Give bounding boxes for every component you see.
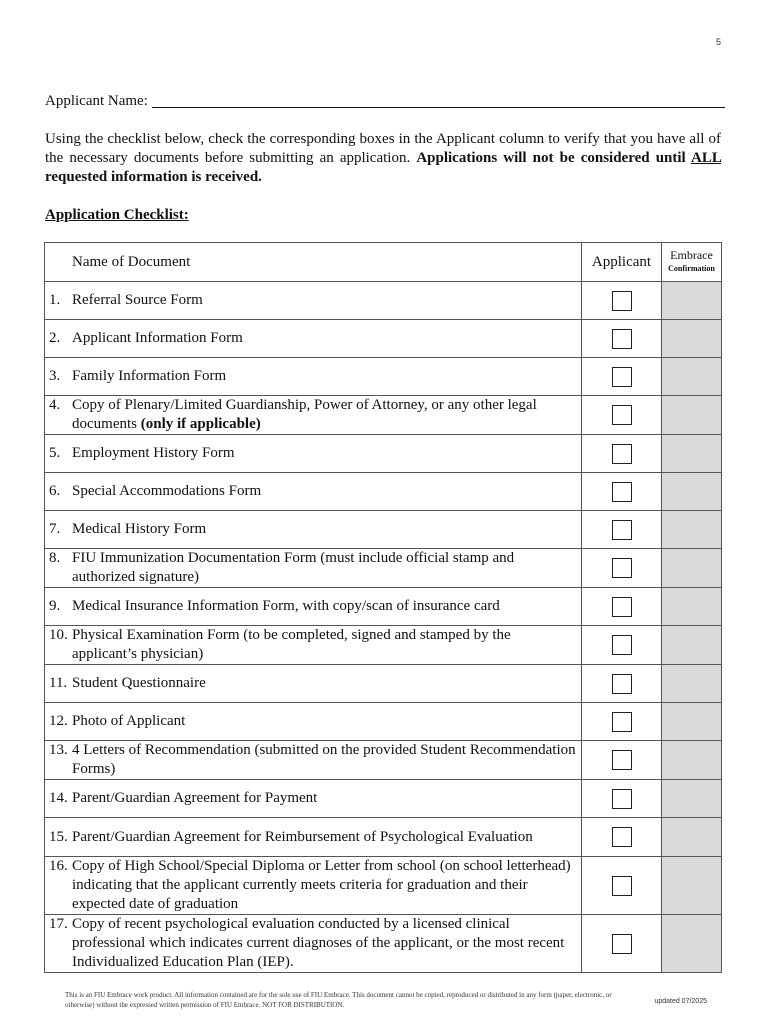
- applicant-checkbox[interactable]: [612, 405, 632, 425]
- embrace-confirmation-cell: [662, 320, 722, 358]
- document-name: Parent/Guardian Agreement for Payment: [72, 790, 318, 806]
- document-number: 16.: [49, 858, 68, 874]
- embrace-confirmation-cell: [662, 396, 722, 435]
- document-name: FIU Immunization Documentation Form (must include official stamp and authorized signature): [72, 550, 515, 585]
- table-row: [45, 511, 722, 549]
- applicant-check-cell: [582, 320, 662, 358]
- applicant-checkbox[interactable]: [612, 558, 632, 578]
- header-embrace-title: Embrace: [670, 248, 713, 262]
- table-row: [45, 857, 722, 915]
- document-name-wrapper: [72, 626, 577, 664]
- table-row: [45, 780, 722, 818]
- document-number: 8.: [49, 550, 61, 566]
- document-name: Applicant Information Form: [72, 330, 243, 346]
- checklist-body: [45, 282, 722, 973]
- document-name: Physical Examination Form (to be completed, signed and stamped by the applicant’s physician): [72, 627, 511, 662]
- table-row: [45, 435, 722, 473]
- document-name-wrapper: [72, 549, 577, 587]
- document-name-wrapper: [72, 520, 577, 539]
- document-number: 13.: [49, 742, 68, 758]
- document-name-cell: [45, 511, 582, 549]
- document-number: 4.: [49, 397, 61, 413]
- table-row: [45, 358, 722, 396]
- applicant-check-cell: [582, 741, 662, 780]
- applicant-checkbox[interactable]: [612, 750, 632, 770]
- document-name-cell: [45, 741, 582, 780]
- document-name-cell: [45, 473, 582, 511]
- table-row: [45, 741, 722, 780]
- document-name-cell: [45, 358, 582, 396]
- document-name: Family Information Form: [72, 368, 227, 384]
- applicant-check-cell: [582, 588, 662, 626]
- applicant-check-cell: [582, 703, 662, 741]
- applicant-name-field: [45, 90, 725, 110]
- document-name-cell: [45, 549, 582, 588]
- embrace-confirmation-cell: [662, 282, 722, 320]
- table-row: [45, 282, 722, 320]
- embrace-confirmation-cell: [662, 358, 722, 396]
- header-applicant: Applicant: [582, 243, 662, 282]
- document-name-cell: [45, 665, 582, 703]
- embrace-confirmation-cell: [662, 818, 722, 857]
- header-document: Name of Document: [45, 243, 582, 282]
- applicant-check-cell: [582, 857, 662, 915]
- table-header-row: [45, 243, 722, 282]
- footer-disclaimer: This is an FIU Embrace work product. All information contained are for the sole use of FIU Embrace. This document cannot be copied, reproduced or distributed in any form (paper, electronic, or otherwise) without the expressed written permission of FIU Embrace. NOT FOR DISTRIBUTION.: [65, 991, 612, 1009]
- document-number: 7.: [49, 521, 61, 537]
- document-name-wrapper: [72, 789, 577, 808]
- applicant-check-cell: [582, 396, 662, 435]
- document-number: 1.: [49, 292, 61, 308]
- embrace-confirmation-cell: [662, 473, 722, 511]
- footer-updated-date: updated 07/2025: [654, 998, 707, 1005]
- applicant-check-cell: [582, 665, 662, 703]
- applicant-check-cell: [582, 511, 662, 549]
- header-embrace-confirmation: [662, 243, 722, 282]
- document-name-cell: [45, 588, 582, 626]
- document-name-wrapper: [72, 329, 577, 348]
- document-name-wrapper: [72, 857, 577, 914]
- document-number: 3.: [49, 368, 61, 384]
- table-row: [45, 665, 722, 703]
- document-number: 11.: [49, 675, 68, 691]
- document-name: Student Questionnaire: [72, 675, 206, 691]
- applicant-checkbox[interactable]: [612, 482, 632, 502]
- table-row: [45, 703, 722, 741]
- document-name-wrapper: [72, 915, 577, 972]
- document-number: 14.: [49, 790, 68, 806]
- document-number: 6.: [49, 483, 61, 499]
- table-row: [45, 588, 722, 626]
- document-number: 12.: [49, 713, 68, 729]
- document-name-cell: [45, 282, 582, 320]
- document-name-wrapper: [72, 444, 577, 463]
- applicant-check-cell: [582, 818, 662, 857]
- applicant-checkbox[interactable]: [612, 674, 632, 694]
- embrace-confirmation-cell: [662, 741, 722, 780]
- document-name-wrapper: [72, 674, 577, 693]
- embrace-confirmation-cell: [662, 511, 722, 549]
- applicant-checkbox[interactable]: [612, 291, 632, 311]
- embrace-confirmation-cell: [662, 915, 722, 973]
- applicant-checkbox[interactable]: [612, 444, 632, 464]
- embrace-confirmation-cell: [662, 626, 722, 665]
- instructions-warning-all: ALL: [690, 150, 721, 166]
- document-name-wrapper: [72, 712, 577, 731]
- document-name: 4 Letters of Recommendation (submitted on the provided Student Recommendation Forms): [72, 742, 576, 777]
- embrace-confirmation-cell: [662, 588, 722, 626]
- document-name: Photo of Applicant: [72, 713, 186, 729]
- instructions-text: Using the checklist below, check the corresponding boxes in the Applicant column to verify that you have all of the necessary documents before submitting an application.: [45, 131, 721, 166]
- applicant-checkbox[interactable]: [612, 329, 632, 349]
- applicant-checkbox[interactable]: [612, 367, 632, 387]
- document-name-cell: [45, 396, 582, 435]
- table-row: [45, 473, 722, 511]
- applicant-check-cell: [582, 626, 662, 665]
- document-number: 10.: [49, 627, 68, 643]
- applicant-checkbox[interactable]: [612, 827, 632, 847]
- document-name-wrapper: [72, 597, 577, 616]
- applicant-checkbox[interactable]: [612, 789, 632, 809]
- table-row: [45, 396, 722, 435]
- document-name: Special Accommodations Form: [72, 483, 262, 499]
- instructions-warning-part2: requested information is received.: [45, 169, 262, 185]
- applicant-checkbox[interactable]: [612, 520, 632, 540]
- table-row: [45, 626, 722, 665]
- embrace-confirmation-cell: [662, 549, 722, 588]
- document-name: Referral Source Form: [72, 292, 203, 308]
- embrace-confirmation-cell: [662, 780, 722, 818]
- applicant-check-cell: [582, 473, 662, 511]
- document-name-wrapper: [72, 396, 577, 434]
- table-row: [45, 818, 722, 857]
- document-name-cell: [45, 818, 582, 857]
- document-name: Medical History Form: [72, 521, 207, 537]
- checklist-heading: Application Checklist:: [45, 207, 189, 223]
- document-number: 15.: [49, 828, 68, 845]
- document-name: Employment History Form: [72, 445, 235, 461]
- document-name: Copy of High School/Special Diploma or Letter from school (on school letterhead) indicating that the applicant currently meets criteria for graduation and their expected date of graduation: [72, 858, 571, 912]
- document-name: Parent/Guardian Agreement for Reimbursement of Psychological Evaluation: [72, 828, 533, 845]
- document-number: 5.: [49, 445, 61, 461]
- applicant-checkbox[interactable]: [612, 934, 632, 954]
- applicant-check-cell: [582, 282, 662, 320]
- table-row: [45, 320, 722, 358]
- applicant-checkbox[interactable]: [612, 597, 632, 617]
- document-note: (only if applicable): [140, 416, 261, 432]
- table-row: [45, 549, 722, 588]
- document-name: Medical Insurance Information Form, with copy/scan of insurance card: [72, 598, 500, 614]
- table-row: [45, 915, 722, 973]
- document-number: 17.: [49, 916, 68, 932]
- applicant-check-cell: [582, 780, 662, 818]
- header-embrace-sub: Confirmation: [668, 264, 715, 273]
- document-name-cell: [45, 915, 582, 973]
- applicant-checkbox[interactable]: [612, 635, 632, 655]
- document-name: Copy of Plenary/Limited Guardianship, Power of Attorney, or any other legal documents: [72, 397, 537, 432]
- instructions-warning-part1: Applications will not be considered until: [416, 150, 691, 166]
- document-number: 9.: [49, 598, 61, 614]
- document-name-cell: [45, 435, 582, 473]
- instructions-paragraph: [45, 130, 721, 187]
- document-name-wrapper: [72, 828, 577, 847]
- applicant-check-cell: [582, 435, 662, 473]
- embrace-confirmation-cell: [662, 857, 722, 915]
- document-name-wrapper: [72, 482, 577, 501]
- document-name-cell: [45, 320, 582, 358]
- embrace-confirmation-cell: [662, 435, 722, 473]
- applicant-check-cell: [582, 549, 662, 588]
- document-number: 2.: [49, 330, 61, 346]
- document-name-wrapper: [72, 741, 577, 779]
- applicant-name-label: Applicant Name:: [45, 93, 148, 109]
- document-name-cell: [45, 626, 582, 665]
- document-name-cell: [45, 780, 582, 818]
- document-name-wrapper: [72, 367, 577, 386]
- applicant-check-cell: [582, 915, 662, 973]
- document-name: Copy of recent psychological evaluation conducted by a licensed clinical professional which indicates current diagnoses of the applicant, or the most recent Individualized Education Plan (IEP).: [72, 916, 565, 970]
- page-number: 5: [715, 37, 721, 47]
- document-name-cell: [45, 857, 582, 915]
- applicant-checkbox[interactable]: [612, 876, 632, 896]
- document-name-cell: [45, 703, 582, 741]
- applicant-name-blank-line[interactable]: [152, 92, 725, 108]
- embrace-confirmation-cell: [662, 703, 722, 741]
- embrace-confirmation-cell: [662, 665, 722, 703]
- applicant-check-cell: [582, 358, 662, 396]
- checklist-table: [44, 242, 722, 973]
- applicant-checkbox[interactable]: [612, 712, 632, 732]
- document-name-wrapper: [72, 291, 577, 310]
